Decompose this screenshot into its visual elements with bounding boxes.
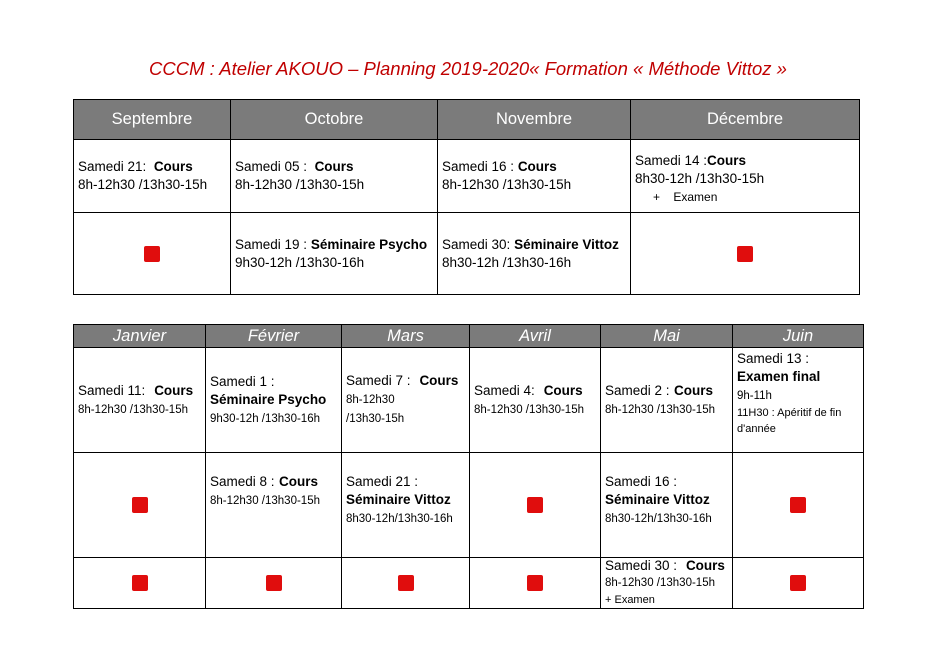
month-header-row — [74, 100, 860, 140]
table-row — [74, 140, 860, 213]
table-row — [74, 453, 864, 558]
session-event: Cours — [279, 474, 319, 489]
session-event: Cours — [517, 159, 557, 174]
session-cell — [601, 558, 733, 609]
month-header-row — [74, 325, 864, 348]
session-date: Samedi 16 : — [442, 159, 515, 174]
no-session-marker — [527, 575, 543, 591]
session-date: Samedi 14 : — [635, 153, 708, 168]
session-cell — [206, 453, 342, 558]
session-hours: 8h-12h30 /13h30-15h — [605, 577, 715, 589]
session-date: Samedi 30: — [442, 236, 511, 252]
no-session-marker — [737, 246, 753, 262]
session-event: Séminaire Psycho — [210, 391, 327, 407]
session-hours: 8h-12h30 /13h30-15h — [78, 177, 208, 192]
month-header: Juin — [733, 325, 864, 348]
session-date: Samedi 16 : — [605, 474, 678, 489]
planning-table-spring — [73, 324, 864, 609]
session-date: Samedi 8 : — [210, 474, 275, 489]
planning-table-autumn — [73, 99, 860, 295]
session-cell — [74, 348, 206, 453]
empty-cell — [206, 558, 342, 609]
session-hours: 8h-12h30 /13h30-15h — [210, 495, 320, 507]
session-date: Samedi 21 : — [346, 474, 419, 489]
session-hours: 8h-12h30 /13h30-15h — [474, 403, 584, 416]
session-date: Samedi 30 : — [605, 558, 678, 573]
empty-cell — [74, 453, 206, 558]
no-session-marker — [527, 497, 543, 513]
session-date: Samedi 2 : — [605, 382, 670, 398]
session-event: Cours — [314, 159, 354, 174]
session-event: Cours — [419, 373, 459, 388]
session-extra: d'année — [737, 423, 776, 435]
empty-cell — [74, 558, 206, 609]
no-session-marker — [144, 246, 160, 262]
session-cell — [74, 140, 231, 213]
month-header: Octobre — [231, 100, 438, 140]
session-hours: 8h-12h30 /13h30-15h — [605, 403, 715, 416]
no-session-marker — [132, 497, 148, 513]
empty-cell — [631, 213, 860, 295]
session-event: Cours — [685, 558, 725, 573]
empty-cell — [470, 558, 601, 609]
session-event: Examen final — [737, 369, 821, 384]
session-date: Samedi 1 : — [210, 373, 275, 389]
session-date: Samedi 21: — [78, 159, 147, 174]
empty-cell — [342, 558, 470, 609]
empty-cell — [733, 558, 864, 609]
table-row — [74, 348, 864, 453]
session-event: Séminaire Vittoz — [514, 236, 619, 252]
session-event: Séminaire Psycho — [310, 236, 428, 252]
session-hours: /13h30-15h — [346, 413, 405, 425]
session-date: Samedi 11: — [78, 382, 146, 398]
session-cell — [601, 453, 733, 558]
month-header: Février — [206, 325, 342, 348]
session-date: Samedi 13 : — [737, 351, 810, 366]
table-row — [74, 213, 860, 295]
month-header: Mai — [601, 325, 733, 348]
session-cell — [231, 140, 438, 213]
no-session-marker — [790, 497, 806, 513]
session-cell — [438, 213, 631, 295]
session-event: Cours — [543, 382, 583, 398]
session-date: Samedi 7 : — [346, 373, 411, 388]
session-hours: 9h30-12h /13h30-16h — [235, 254, 365, 270]
session-date: Samedi 05 : — [235, 159, 308, 174]
session-date: Samedi 4: — [474, 382, 535, 398]
empty-cell — [733, 453, 864, 558]
session-date: Samedi 19 : — [235, 236, 308, 252]
session-cell — [342, 348, 470, 453]
session-extra: + Examen — [605, 594, 655, 606]
session-hours: 9h-11h — [737, 390, 772, 402]
session-cell — [342, 453, 470, 558]
month-header: Décembre — [631, 100, 860, 140]
empty-cell — [74, 213, 231, 295]
session-extra: + Examen — [653, 190, 718, 204]
session-hours: 8h-12h30 /13h30-15h — [442, 177, 572, 192]
session-hours: 8h-12h30 /13h30-15h — [235, 177, 365, 192]
month-header: Novembre — [438, 100, 631, 140]
session-hours: 8h30-12h /13h30-16h — [442, 254, 572, 270]
session-event: Cours — [674, 382, 714, 398]
month-header: Mars — [342, 325, 470, 348]
session-hours: 8h30-12h/13h30-16h — [605, 513, 712, 525]
session-hours: 8h-12h30 /13h30-15h — [78, 403, 188, 416]
session-hours: 8h30-12h /13h30-15h — [635, 171, 765, 186]
table-row — [74, 558, 864, 609]
session-cell — [470, 348, 601, 453]
session-event: Séminaire Vittoz — [605, 492, 710, 507]
no-session-marker — [790, 575, 806, 591]
session-extra: 11H30 : Apéritif de fin — [737, 407, 842, 419]
month-header: Septembre — [74, 100, 231, 140]
no-session-marker — [132, 575, 148, 591]
session-event: Cours — [153, 159, 193, 174]
session-cell — [206, 348, 342, 453]
session-cell — [231, 213, 438, 295]
session-cell — [631, 140, 860, 213]
session-cell — [601, 348, 733, 453]
no-session-marker — [266, 575, 282, 591]
month-header: Avril — [470, 325, 601, 348]
session-event: Séminaire Vittoz — [346, 492, 451, 507]
month-header: Janvier — [74, 325, 206, 348]
session-hours: 9h30-12h /13h30-16h — [210, 412, 320, 425]
session-event: Cours — [154, 382, 194, 398]
page-title: CCCM : Atelier AKOUO – Planning 2019-2020« Formation « Méthode Vittoz » — [149, 58, 787, 79]
session-event: Cours — [707, 153, 747, 168]
empty-cell — [470, 453, 601, 558]
session-hours: 8h-12h30 — [346, 394, 395, 406]
session-cell — [438, 140, 631, 213]
session-cell — [733, 348, 864, 453]
session-hours: 8h30-12h/13h30-16h — [346, 513, 453, 525]
no-session-marker — [398, 575, 414, 591]
